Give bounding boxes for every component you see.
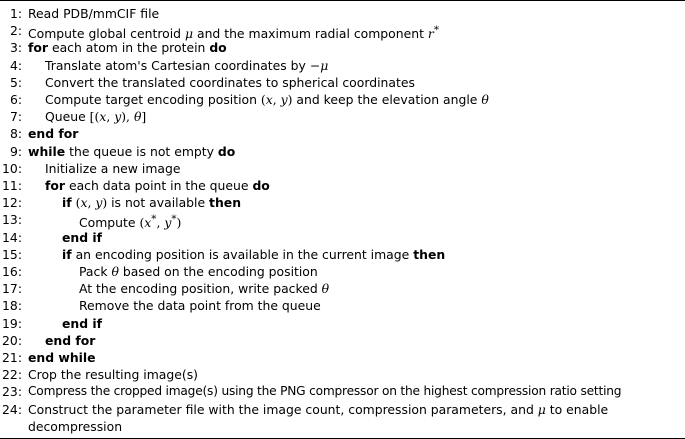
- algorithm-line-15: [0, 246, 685, 263]
- line-text: Translate atom's Cartesian coordinates by −μ: [45, 58, 329, 73]
- line-text: Compute (x*, y*): [79, 213, 182, 231]
- algorithm-line-5: [0, 74, 685, 91]
- line-number: 8:: [9, 126, 22, 141]
- line-number: 4:: [9, 58, 22, 73]
- line-number: 16:: [2, 264, 22, 279]
- line-text: end if: [62, 316, 103, 331]
- line-number: 19:: [2, 316, 22, 331]
- line-text: Compute target encoding position (x, y) and keep the elevation angle θ: [45, 92, 489, 107]
- line-number: 6:: [9, 92, 22, 107]
- line-text: end while: [28, 350, 96, 365]
- algorithm-line-22: [0, 366, 685, 383]
- line-text: Remove the data point from the queue: [79, 298, 321, 313]
- line-text: for each data point in the queue do: [45, 178, 270, 193]
- algorithm-line-2: [0, 22, 685, 42]
- line-text: end for: [45, 333, 96, 348]
- line-text: Queue [(x, y), θ]: [45, 109, 147, 124]
- line-text: Construct the parameter file with the image count, compression parameters, and μ to enable: [28, 402, 609, 417]
- line-number: 23:: [2, 384, 22, 399]
- algorithm-line-6: [0, 91, 685, 108]
- line-number: 2:: [9, 23, 22, 38]
- line-text: Read PDB/mmCIF file: [28, 6, 160, 21]
- line-text: Convert the translated coordinates to spherical coordinates: [45, 75, 415, 90]
- line-number: 18:: [2, 298, 22, 313]
- line-number: 17:: [2, 281, 22, 296]
- line-text: if an encoding position is available in the current image then: [62, 247, 446, 262]
- line-number: 11:: [2, 178, 22, 193]
- line-text: At the encoding position, write packed θ: [79, 281, 330, 296]
- algorithm-line-11: [0, 177, 685, 194]
- line-number: 3:: [9, 40, 22, 55]
- algorithm-line-14: [0, 229, 685, 246]
- algorithm-line-4: [0, 57, 685, 74]
- algorithm-line-13: [0, 211, 685, 231]
- line-number: 7:: [9, 109, 22, 124]
- line-number: 5:: [9, 75, 22, 90]
- algorithm-line-23: [0, 383, 685, 400]
- line-number: 9:: [9, 144, 22, 159]
- line-number: 24:: [2, 402, 22, 417]
- line-number: 20:: [2, 333, 22, 348]
- algorithm-line-10: [0, 160, 685, 177]
- algorithm-line-7: [0, 108, 685, 125]
- line-number: 13:: [2, 212, 22, 227]
- line-text: Initialize a new image: [45, 161, 181, 176]
- algorithm-line-18: [0, 297, 685, 314]
- line-number: 12:: [2, 195, 22, 210]
- line-text: if (x, y) is not available then: [62, 195, 242, 210]
- algorithm-line-19: [0, 315, 685, 332]
- line-text: Crop the resulting image(s): [28, 367, 199, 382]
- line-text: while the queue is not empty do: [28, 144, 236, 159]
- algorithm-line-9: [0, 143, 685, 160]
- algorithm-line-8: [0, 125, 685, 142]
- line-text: for each atom in the protein do: [28, 40, 227, 55]
- line-number: 10:: [2, 161, 22, 176]
- line-text: Pack θ based on the encoding position: [79, 264, 318, 279]
- line-number: 22:: [2, 367, 22, 382]
- algorithm-line-21: [0, 349, 685, 366]
- algorithm-line-1: [0, 5, 685, 22]
- algorithm-line-24: [0, 401, 685, 418]
- line-number: 1:: [9, 6, 22, 21]
- line-text: Compute global centroid μ and the maximum radial component r*: [28, 24, 439, 42]
- algorithm-line-17: [0, 280, 685, 297]
- line-text: end if: [62, 230, 103, 245]
- algorithm-line-3: [0, 39, 685, 56]
- algorithm-line-20: [0, 332, 685, 349]
- line-number: 15:: [2, 247, 22, 262]
- line-number: 21:: [2, 350, 22, 365]
- algorithm-line-12: [0, 194, 685, 211]
- line-text: end for: [28, 126, 79, 141]
- line-text: Compress the cropped image(s) using the PNG compressor on the highest compression ratio setting: [28, 384, 622, 398]
- algorithm-line-24-continued: [0, 418, 685, 435]
- line-number: 14:: [2, 230, 22, 245]
- algorithm-line-16: [0, 263, 685, 280]
- line-text: decompression: [28, 419, 123, 434]
